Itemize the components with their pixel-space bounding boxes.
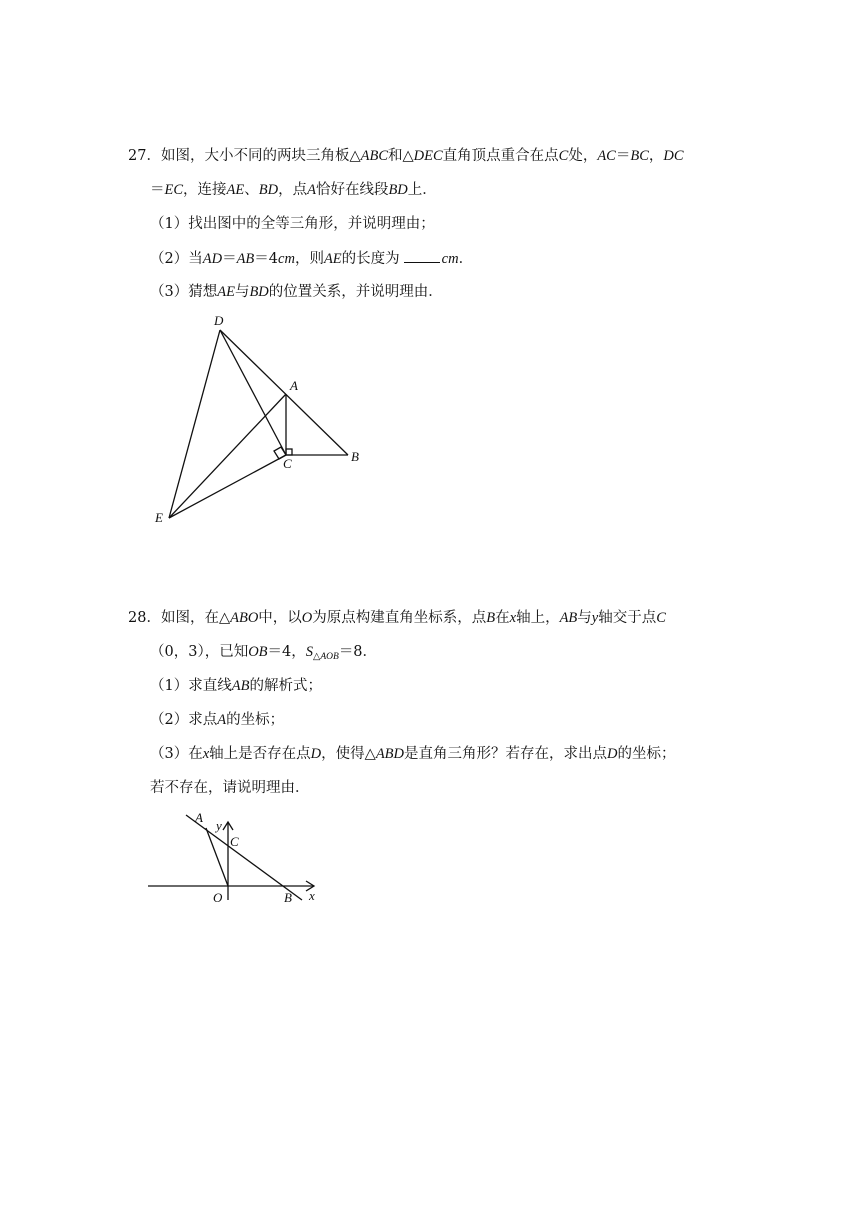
q28-part-1: （1）求直线AB的解析式； bbox=[150, 678, 322, 694]
label-O: O bbox=[213, 890, 223, 905]
label-y: y bbox=[216, 818, 222, 833]
q28-line-1: 28．如图，在△ABO中，以O为原点构建直角坐标系，点B在x轴上，AB与y轴交于点C bbox=[128, 610, 666, 626]
q27-number: 27． bbox=[128, 148, 161, 164]
q27-line-2: ＝EC，连接AE、BD，点A恰好在线段BD上． bbox=[150, 182, 437, 198]
q27-line-1: 27．如图，大小不同的两块三角板△ABC和△DEC直角顶点重合在点C处，AC＝BC，DC bbox=[128, 148, 684, 164]
q28-part-3: （3）在x轴上是否存在点D，使得△ABD是直角三角形？若存在，求出点D的坐标； bbox=[150, 746, 676, 762]
q28-part-3-cont: 若不存在，请说明理由． bbox=[150, 780, 310, 796]
q28-number: 28． bbox=[128, 610, 161, 626]
label-A: A bbox=[290, 378, 298, 393]
label-x: x bbox=[309, 888, 315, 903]
label-A: A bbox=[195, 810, 203, 825]
q28-line-2: （0，3），已知OB＝4，$S_{\triangle AOB}=8$． bbox=[150, 644, 378, 662]
label-C: C bbox=[230, 834, 239, 849]
q27-part-1: （1）找出图中的全等三角形，并说明理由； bbox=[150, 216, 435, 232]
label-B: B bbox=[284, 890, 292, 905]
q27-part-2: （2）当AD＝AB＝4cm，则AE的长度为 cm． bbox=[150, 248, 473, 269]
q28-part-2: （2）求点A的坐标； bbox=[150, 712, 285, 728]
q27-part-3: （3）猜想AE与BD的位置关系，并说明理由． bbox=[150, 284, 443, 300]
segment-AB bbox=[186, 815, 302, 900]
label-D: D bbox=[214, 313, 224, 328]
label-C: C bbox=[283, 456, 292, 471]
label-B: B bbox=[351, 449, 359, 464]
label-E: E bbox=[155, 510, 163, 525]
segment-AO bbox=[206, 828, 228, 886]
